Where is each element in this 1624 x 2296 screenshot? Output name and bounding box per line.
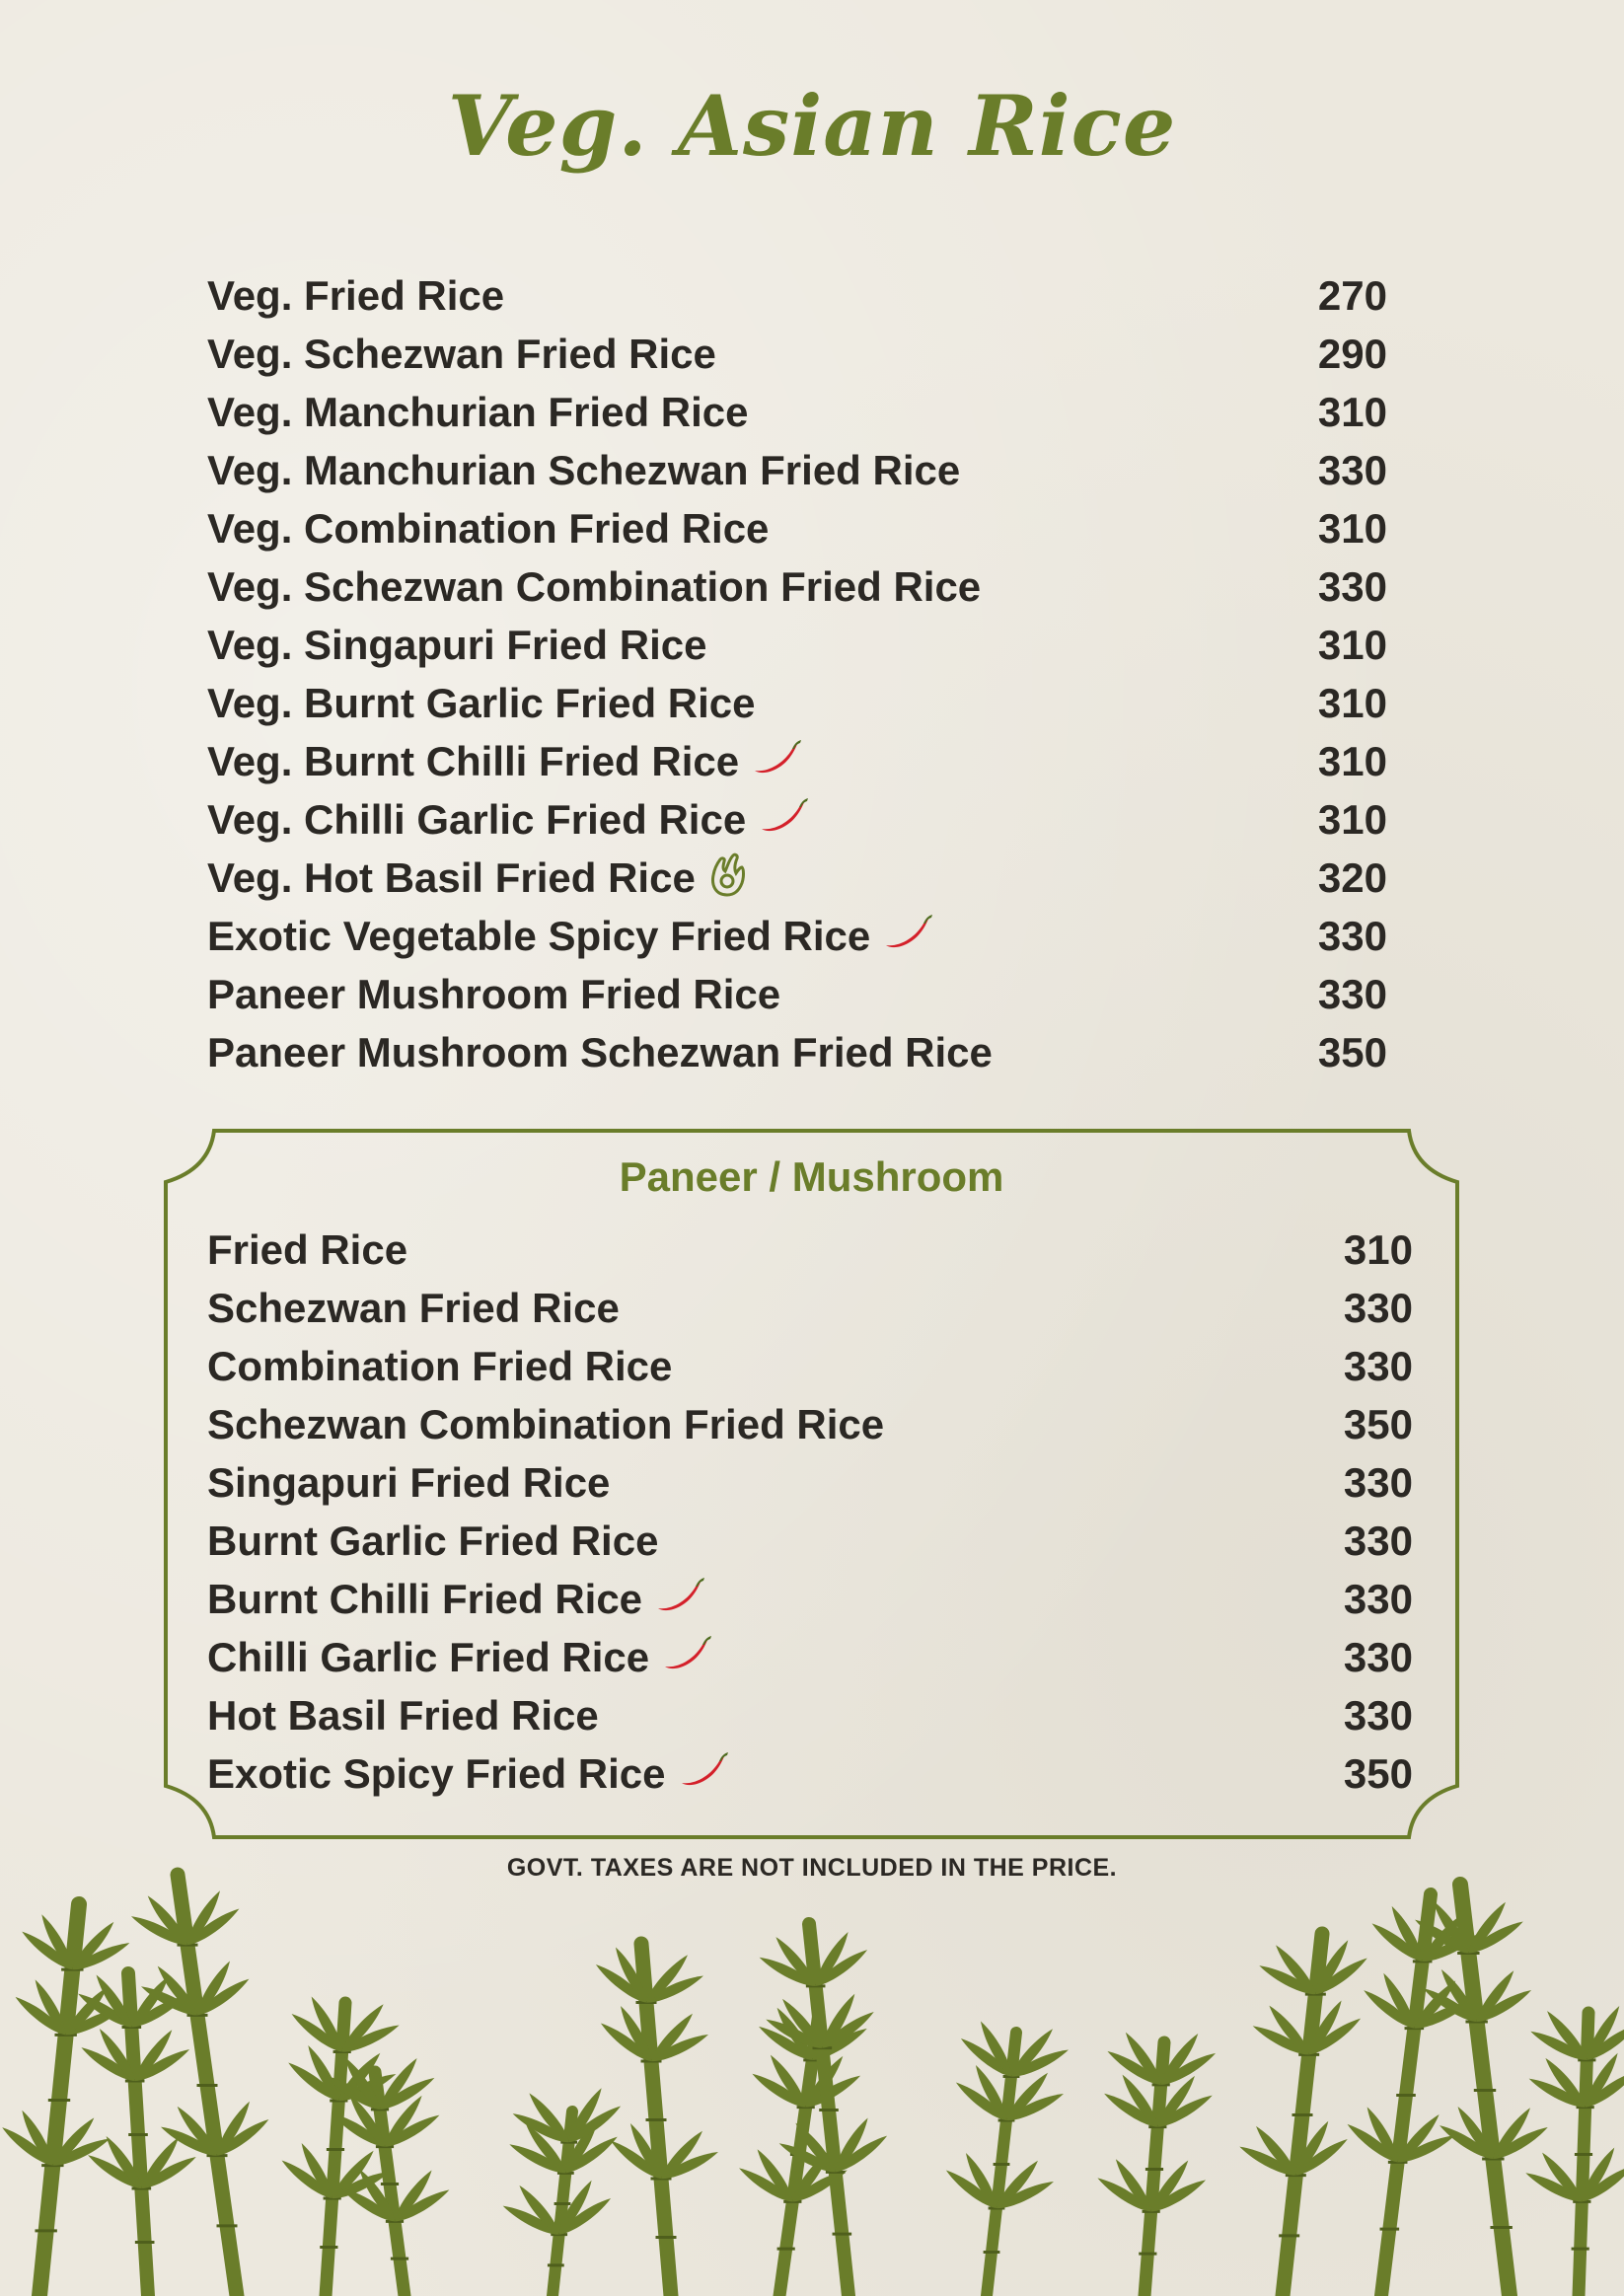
- menu-item-price: 310: [1317, 795, 1387, 843]
- menu-item-price: 330: [1343, 1517, 1413, 1564]
- menu-item-price: 330: [1317, 446, 1387, 493]
- menu-item-price: 330: [1343, 1575, 1413, 1622]
- menu-item-row: [207, 325, 1387, 383]
- menu-item-name-wrap: [207, 1518, 658, 1565]
- menu-item-name-wrap: [207, 447, 960, 494]
- main-menu-list: [207, 266, 1387, 1081]
- menu-item-name-wrap: [207, 1459, 610, 1507]
- menu-item-price: 330: [1317, 562, 1387, 610]
- menu-item-row: [207, 499, 1387, 557]
- paneer-menu-list: [207, 1221, 1413, 1803]
- menu-item-row: [207, 1512, 1413, 1570]
- menu-item-name: Exotic Spicy Fried Rice: [207, 1749, 666, 1797]
- menu-item-row: [207, 1337, 1413, 1395]
- menu-item-row: [207, 441, 1387, 499]
- menu-item-name: Combination Fried Rice: [207, 1342, 673, 1389]
- menu-item-name-wrap: [207, 1343, 672, 1390]
- menu-item-name: Fried Rice: [207, 1225, 408, 1273]
- page-title: Veg. Asian Rice: [447, 77, 1177, 175]
- menu-item-price: 330: [1317, 912, 1387, 959]
- menu-item-name-wrap: [207, 622, 706, 669]
- menu-item-name: Veg. Fried Rice: [207, 271, 505, 319]
- menu-item-name-wrap: [207, 680, 756, 727]
- menu-item-name: Veg. Schezwan Fried Rice: [207, 330, 716, 377]
- menu-item-price: 290: [1317, 330, 1387, 377]
- menu-item-name-wrap: [207, 389, 748, 436]
- menu-item-name-wrap: [207, 850, 747, 907]
- menu-item-price: 330: [1343, 1284, 1413, 1331]
- menu-item-row: [207, 616, 1387, 674]
- menu-item-row: [207, 266, 1387, 325]
- menu-item-name: Veg. Manchurian Fried Rice: [207, 388, 749, 435]
- menu-item-name: Veg. Burnt Garlic Fried Rice: [207, 679, 756, 726]
- menu-item-name: Veg. Schezwan Combination Fried Rice: [207, 562, 982, 610]
- menu-item-price: 330: [1343, 1633, 1413, 1680]
- menu-item-price: 350: [1343, 1400, 1413, 1447]
- menu-item-price: 350: [1343, 1749, 1413, 1797]
- menu-item-row: [207, 849, 1387, 907]
- menu-item-name-wrap: [207, 1029, 993, 1076]
- menu-item-name-wrap: [207, 1575, 707, 1624]
- menu-item-name-wrap: [207, 971, 780, 1018]
- menu-item-name: Paneer Mushroom Fried Rice: [207, 970, 781, 1017]
- menu-item-name-wrap: [207, 1692, 599, 1740]
- menu-item-name-wrap: [207, 737, 804, 786]
- menu-item-row: [207, 674, 1387, 732]
- menu-item-price: 330: [1343, 1691, 1413, 1739]
- menu-item-row: [207, 732, 1387, 790]
- menu-item-price: 310: [1317, 388, 1387, 435]
- menu-item-price: 310: [1317, 679, 1387, 726]
- chilli-icon: [678, 1749, 731, 1799]
- menu-item-price: 330: [1317, 970, 1387, 1017]
- menu-item-name: Hot Basil Fried Rice: [207, 1691, 599, 1739]
- menu-item-name: Schezwan Fried Rice: [207, 1284, 620, 1331]
- menu-item-name-wrap: [207, 795, 811, 845]
- menu-item-name: Veg. Singapuri Fried Rice: [207, 621, 707, 668]
- menu-item-row: [207, 1570, 1413, 1628]
- menu-item-name-wrap: [207, 563, 981, 611]
- menu-item-row: [207, 1628, 1413, 1686]
- menu-item-price: 350: [1317, 1028, 1387, 1075]
- menu-item-name-wrap: [207, 272, 504, 320]
- menu-item-row: [207, 907, 1387, 965]
- menu-item-name: Singapuri Fried Rice: [207, 1458, 611, 1506]
- chef-recommend-icon: [707, 850, 747, 907]
- menu-item-name-wrap: [207, 1285, 620, 1332]
- menu-item-price: 330: [1343, 1458, 1413, 1506]
- chilli-icon: [661, 1633, 714, 1682]
- menu-item-name: Veg. Chilli Garlic Fried Rice: [207, 795, 747, 843]
- menu-item-name: Chilli Garlic Fried Rice: [207, 1633, 650, 1680]
- menu-item-name: Veg. Manchurian Schezwan Fried Rice: [207, 446, 961, 493]
- menu-item-name-wrap: [207, 1226, 407, 1274]
- menu-item-price: 310: [1317, 737, 1387, 784]
- section-title: Paneer / Mushroom: [619, 1153, 1004, 1200]
- menu-item-price: 320: [1317, 853, 1387, 901]
- menu-item-name: Veg. Burnt Chilli Fried Rice: [207, 737, 740, 784]
- chilli-icon: [882, 912, 935, 961]
- menu-item-row: [207, 1279, 1413, 1337]
- menu-item-name-wrap: [207, 1401, 884, 1448]
- menu-item-price: 330: [1343, 1342, 1413, 1389]
- menu-item-row: [207, 557, 1387, 616]
- chilli-icon: [751, 737, 804, 786]
- menu-item-name: Burnt Garlic Fried Rice: [207, 1517, 659, 1564]
- chilli-icon: [654, 1575, 707, 1624]
- menu-item-row: [207, 1686, 1413, 1744]
- menu-item-row: [207, 1395, 1413, 1453]
- menu-item-name: Paneer Mushroom Schezwan Fried Rice: [207, 1028, 993, 1075]
- chilli-icon: [758, 795, 811, 845]
- menu-item-name-wrap: [207, 1749, 731, 1799]
- menu-item-row: [207, 965, 1387, 1023]
- menu-item-name: Schezwan Combination Fried Rice: [207, 1400, 885, 1447]
- menu-item-row: [207, 1023, 1387, 1081]
- bamboo-decoration: [0, 1815, 1624, 2296]
- menu-item-row: [207, 1744, 1413, 1803]
- menu-item-row: [207, 1453, 1413, 1512]
- menu-item-price: 270: [1317, 271, 1387, 319]
- menu-item-row: [207, 790, 1387, 849]
- menu-item-row: [207, 383, 1387, 441]
- paneer-mushroom-section: [163, 1128, 1460, 1840]
- menu-item-price: 310: [1317, 504, 1387, 552]
- menu-item-price: 310: [1317, 621, 1387, 668]
- menu-item-name-wrap: [207, 1633, 714, 1682]
- menu-item-name: Veg. Hot Basil Fried Rice: [207, 853, 696, 901]
- menu-item-name: Burnt Chilli Fried Rice: [207, 1575, 643, 1622]
- menu-item-name: Veg. Combination Fried Rice: [207, 504, 770, 552]
- menu-item-price: 310: [1343, 1225, 1413, 1273]
- tax-note: GOVT. TAXES ARE NOT INCLUDED IN THE PRICE.: [506, 1854, 1118, 1882]
- menu-item-name: Exotic Vegetable Spicy Fried Rice: [207, 912, 871, 959]
- menu-item-row: [207, 1221, 1413, 1279]
- menu-item-name-wrap: [207, 331, 716, 378]
- menu-item-name-wrap: [207, 505, 769, 553]
- menu-item-name-wrap: [207, 912, 935, 961]
